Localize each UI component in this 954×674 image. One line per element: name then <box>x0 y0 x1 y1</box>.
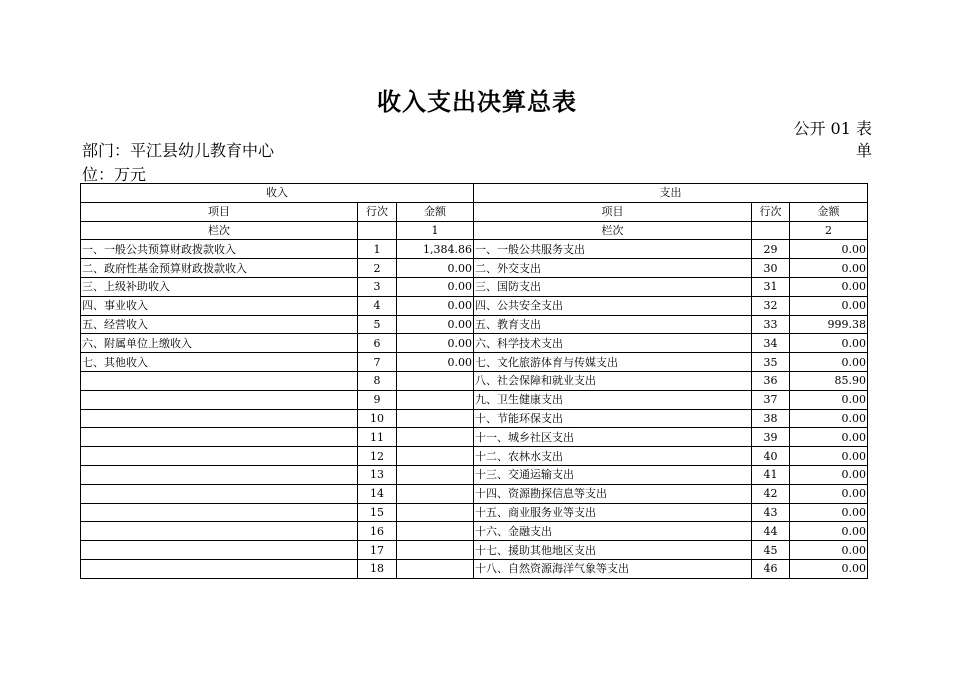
table-row <box>81 503 868 522</box>
income-amount-cell <box>397 484 474 503</box>
expense-line-cell: 43 <box>752 503 790 522</box>
income-line-cell: 16 <box>358 522 397 541</box>
expense-line-cell: 32 <box>752 296 790 315</box>
income-line-cell: 3 <box>358 277 397 296</box>
expense-item-cell: 十一、城乡社区支出 <box>474 428 752 447</box>
income-line-cell: 9 <box>358 390 397 409</box>
expense-line-cell: 40 <box>752 447 790 466</box>
income-item-cell <box>81 484 358 503</box>
expense-line-cell: 33 <box>752 315 790 334</box>
income-line-cell: 5 <box>358 315 397 334</box>
expense-line-cell: 42 <box>752 484 790 503</box>
income-item-cell: 六、附属单位上缴收入 <box>81 334 358 353</box>
table-row <box>81 371 868 390</box>
income-amount-cell: 1,384.86 <box>397 240 474 259</box>
section-header-row <box>81 184 868 203</box>
expense-amount-cell: 0.00 <box>790 465 868 484</box>
expense-amount-cell: 0.00 <box>790 390 868 409</box>
income-line-cell: 7 <box>358 353 397 372</box>
expense-item-cell: 十八、自然资源海洋气象等支出 <box>474 559 752 578</box>
expense-amount-cell: 0.00 <box>790 259 868 278</box>
income-item-cell <box>81 371 358 390</box>
page-title: 收入支出决算总表 <box>377 88 577 116</box>
expense-item-cell: 二、外交支出 <box>474 259 752 278</box>
income-amount-cell <box>397 559 474 578</box>
expense-item-cell: 十四、资源勘探信息等支出 <box>474 484 752 503</box>
table-row <box>81 259 868 278</box>
income-amount-cell: 0.00 <box>397 334 474 353</box>
income-item-cell: 五、经营收入 <box>81 315 358 334</box>
expense-item-header: 项目 <box>474 202 752 221</box>
expense-line-header: 行次 <box>752 202 790 221</box>
expense-item-cell: 十三、交通运输支出 <box>474 465 752 484</box>
expense-item-cell: 五、教育支出 <box>474 315 752 334</box>
income-amount-cell: 0.00 <box>397 277 474 296</box>
income-item-cell: 三、上级补助收入 <box>81 277 358 296</box>
expense-colno-label: 栏次 <box>474 221 752 240</box>
income-line-cell: 10 <box>358 409 397 428</box>
income-item-cell <box>81 541 358 560</box>
expense-amount-cell: 0.00 <box>790 484 868 503</box>
expense-amount-cell: 0.00 <box>790 541 868 560</box>
table-row <box>81 428 868 447</box>
income-amount-cell <box>397 465 474 484</box>
expense-amount-cell: 999.38 <box>790 315 868 334</box>
expense-line-cell: 34 <box>752 334 790 353</box>
income-amount-header: 金额 <box>397 202 474 221</box>
income-amount-cell: 0.00 <box>397 296 474 315</box>
expense-item-cell: 四、公共安全支出 <box>474 296 752 315</box>
column-header-row <box>81 202 868 221</box>
table-row <box>81 390 868 409</box>
expense-item-cell: 三、国防支出 <box>474 277 752 296</box>
income-line-cell: 17 <box>358 541 397 560</box>
income-line-cell: 11 <box>358 428 397 447</box>
income-amount-cell: 0.00 <box>397 259 474 278</box>
column-number-row <box>81 221 868 240</box>
budget-table <box>80 183 868 579</box>
income-item-cell <box>81 447 358 466</box>
income-amount-cell <box>397 390 474 409</box>
expense-item-cell: 十、节能环保支出 <box>474 409 752 428</box>
income-header: 收入 <box>81 184 474 203</box>
income-line-cell: 18 <box>358 559 397 578</box>
expense-amount-cell: 0.00 <box>790 296 868 315</box>
expense-item-cell: 八、社会保障和就业支出 <box>474 371 752 390</box>
income-amount-cell <box>397 522 474 541</box>
table-row <box>81 277 868 296</box>
empty-cell <box>358 221 397 240</box>
expense-line-cell: 31 <box>752 277 790 296</box>
income-amount-cell <box>397 503 474 522</box>
expense-line-cell: 45 <box>752 541 790 560</box>
income-line-cell: 2 <box>358 259 397 278</box>
expense-item-cell: 十六、金融支出 <box>474 522 752 541</box>
expense-item-cell: 一、一般公共服务支出 <box>474 240 752 259</box>
expense-colno: 2 <box>790 221 868 240</box>
income-amount-cell <box>397 428 474 447</box>
table-row <box>81 559 868 578</box>
income-item-cell <box>81 559 358 578</box>
table-row <box>81 522 868 541</box>
table-row <box>81 541 868 560</box>
income-item-cell <box>81 522 358 541</box>
income-line-cell: 13 <box>358 465 397 484</box>
expense-line-cell: 35 <box>752 353 790 372</box>
income-line-cell: 6 <box>358 334 397 353</box>
unit-label-part1: 单 <box>855 141 872 160</box>
income-colno: 1 <box>397 221 474 240</box>
income-item-cell: 七、其他收入 <box>81 353 358 372</box>
expense-item-cell: 十五、商业服务业等支出 <box>474 503 752 522</box>
income-line-cell: 12 <box>358 447 397 466</box>
income-amount-cell: 0.00 <box>397 353 474 372</box>
expense-amount-cell: 0.00 <box>790 522 868 541</box>
income-item-header: 项目 <box>81 202 358 221</box>
expense-amount-cell: 0.00 <box>790 559 868 578</box>
unit-label-part2: 位：万元 <box>82 165 147 184</box>
expense-line-cell: 29 <box>752 240 790 259</box>
table-row <box>81 409 868 428</box>
income-line-cell: 1 <box>358 240 397 259</box>
expense-line-cell: 44 <box>752 522 790 541</box>
income-item-cell <box>81 409 358 428</box>
expense-item-cell: 十七、援助其他地区支出 <box>474 541 752 560</box>
expense-amount-cell: 0.00 <box>790 428 868 447</box>
empty-cell <box>752 221 790 240</box>
income-amount-cell: 0.00 <box>397 315 474 334</box>
expense-line-cell: 30 <box>752 259 790 278</box>
expense-line-cell: 41 <box>752 465 790 484</box>
income-amount-cell <box>397 371 474 390</box>
table-row <box>81 240 868 259</box>
expense-amount-cell: 0.00 <box>790 447 868 466</box>
expense-amount-cell: 0.00 <box>790 353 868 372</box>
expense-line-cell: 37 <box>752 390 790 409</box>
expense-amount-cell: 0.00 <box>790 240 868 259</box>
income-line-cell: 8 <box>358 371 397 390</box>
income-item-cell <box>81 503 358 522</box>
income-line-header: 行次 <box>358 202 397 221</box>
table-row <box>81 296 868 315</box>
income-amount-cell <box>397 541 474 560</box>
income-line-cell: 15 <box>358 503 397 522</box>
expense-amount-header: 金额 <box>790 202 868 221</box>
expense-amount-cell: 85.90 <box>790 371 868 390</box>
income-item-cell: 二、政府性基金预算财政拨款收入 <box>81 259 358 278</box>
expense-item-cell: 十二、农林水支出 <box>474 447 752 466</box>
table-row <box>81 315 868 334</box>
expense-line-cell: 39 <box>752 428 790 447</box>
income-line-cell: 4 <box>358 296 397 315</box>
table-row <box>81 465 868 484</box>
income-item-cell: 四、事业收入 <box>81 296 358 315</box>
income-item-cell: 一、一般公共预算财政拨款收入 <box>81 240 358 259</box>
table-row <box>81 353 868 372</box>
income-item-cell <box>81 465 358 484</box>
income-amount-cell <box>397 409 474 428</box>
form-code: 公开 01 表 <box>793 119 872 138</box>
expense-line-cell: 46 <box>752 559 790 578</box>
expense-amount-cell: 0.00 <box>790 277 868 296</box>
income-item-cell <box>81 390 358 409</box>
expense-item-cell: 六、科学技术支出 <box>474 334 752 353</box>
expense-line-cell: 36 <box>752 371 790 390</box>
table-row <box>81 484 868 503</box>
expense-amount-cell: 0.00 <box>790 503 868 522</box>
income-amount-cell <box>397 447 474 466</box>
expense-amount-cell: 0.00 <box>790 334 868 353</box>
department-label: 部门：平江县幼儿教育中心 <box>82 141 275 160</box>
table-row <box>81 447 868 466</box>
expense-item-cell: 七、文化旅游体育与传媒支出 <box>474 353 752 372</box>
income-colno-label: 栏次 <box>81 221 358 240</box>
table-row <box>81 334 868 353</box>
expense-header: 支出 <box>474 184 868 203</box>
income-item-cell <box>81 428 358 447</box>
expense-item-cell: 九、卫生健康支出 <box>474 390 752 409</box>
expense-line-cell: 38 <box>752 409 790 428</box>
income-line-cell: 14 <box>358 484 397 503</box>
expense-amount-cell: 0.00 <box>790 409 868 428</box>
